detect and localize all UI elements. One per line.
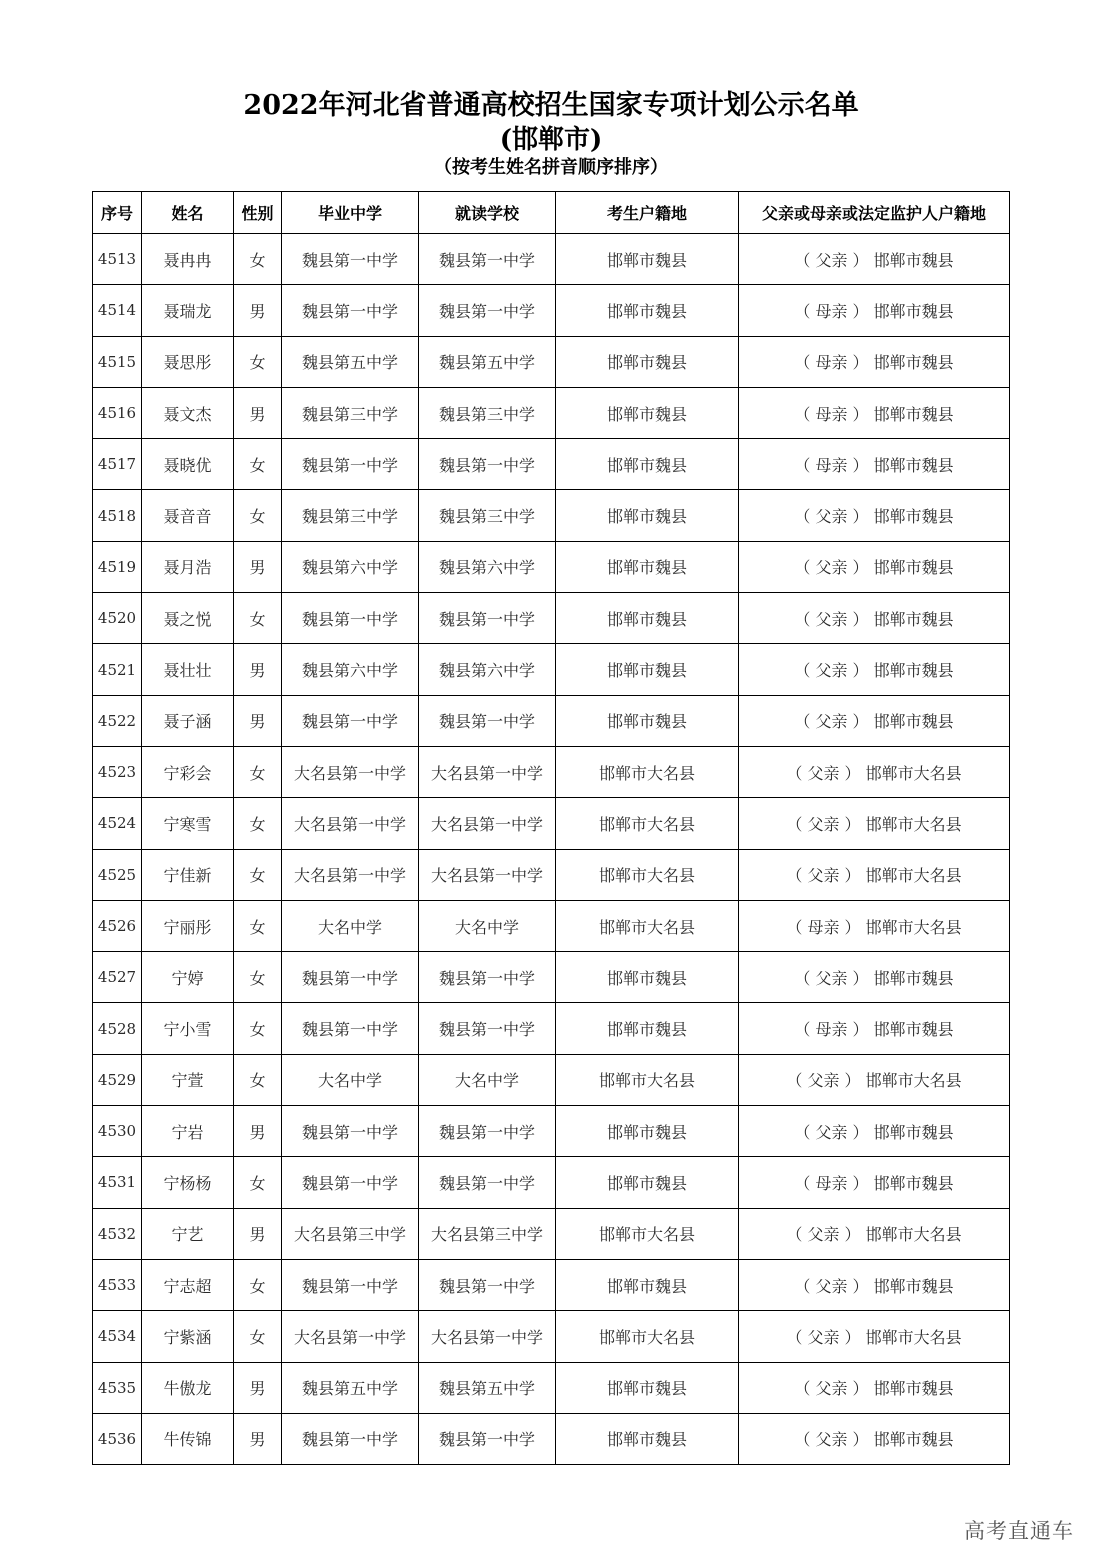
- cell-current-school: 魏县第一中学: [419, 593, 556, 644]
- cell-seq: 4520: [93, 593, 142, 644]
- cell-seq: 4521: [93, 644, 142, 695]
- cell-gender: 女: [234, 439, 282, 490]
- cell-household-registration: 邯郸市魏县: [556, 490, 739, 541]
- cell-current-school: 魏县第五中学: [419, 336, 556, 387]
- cell-guardian-registration: （ 父亲 ） 邯郸市魏县: [739, 490, 1010, 541]
- table-row: [93, 1259, 1010, 1310]
- cell-gender: 女: [234, 234, 282, 285]
- cell-seq: 4527: [93, 952, 142, 1003]
- cell-seq: 4523: [93, 746, 142, 797]
- cell-household-registration: 邯郸市魏县: [556, 1106, 739, 1157]
- cell-household-registration: 邯郸市魏县: [556, 234, 739, 285]
- header-household-registration: 考生户籍地: [556, 192, 739, 234]
- cell-current-school: 魏县第一中学: [419, 285, 556, 336]
- cell-graduated-school: 魏县第一中学: [282, 1106, 419, 1157]
- cell-guardian-registration: （ 父亲 ） 邯郸市大名县: [739, 849, 1010, 900]
- cell-gender: 男: [234, 541, 282, 592]
- cell-graduated-school: 大名县第一中学: [282, 798, 419, 849]
- cell-graduated-school: 魏县第一中学: [282, 952, 419, 1003]
- cell-guardian-registration: （ 父亲 ） 邯郸市魏县: [739, 1362, 1010, 1413]
- cell-name: 宁萱: [142, 1054, 234, 1105]
- cell-current-school: 魏县第一中学: [419, 1259, 556, 1310]
- cell-graduated-school: 魏县第一中学: [282, 439, 419, 490]
- cell-household-registration: 邯郸市魏县: [556, 593, 739, 644]
- cell-seq: 4516: [93, 387, 142, 438]
- cell-current-school: 大名县第一中学: [419, 1311, 556, 1362]
- cell-gender: 女: [234, 1003, 282, 1054]
- cell-name: 宁艺: [142, 1208, 234, 1259]
- cell-name: 宁丽彤: [142, 900, 234, 951]
- cell-household-registration: 邯郸市魏县: [556, 1259, 739, 1310]
- cell-guardian-registration: （ 母亲 ） 邯郸市魏县: [739, 285, 1010, 336]
- header-graduated-school: 毕业中学: [282, 192, 419, 234]
- cell-gender: 男: [234, 1106, 282, 1157]
- cell-seq: 4513: [93, 234, 142, 285]
- table-row: [93, 900, 1010, 951]
- cell-name: 牛傲龙: [142, 1362, 234, 1413]
- cell-current-school: 魏县第一中学: [419, 695, 556, 746]
- cell-graduated-school: 大名中学: [282, 900, 419, 951]
- page-title: 2022年河北省普通高校招生国家专项计划公示名单: [243, 90, 859, 121]
- cell-current-school: 魏县第一中学: [419, 952, 556, 1003]
- cell-guardian-registration: （ 父亲 ） 邯郸市魏县: [739, 541, 1010, 592]
- cell-household-registration: 邯郸市魏县: [556, 1413, 739, 1464]
- table-row: [93, 746, 1010, 797]
- cell-seq: 4535: [93, 1362, 142, 1413]
- cell-gender: 女: [234, 1311, 282, 1362]
- cell-household-registration: 邯郸市魏县: [556, 695, 739, 746]
- cell-current-school: 魏县第一中学: [419, 234, 556, 285]
- cell-seq: 4534: [93, 1311, 142, 1362]
- page-subtitle-city: (邯郸市): [499, 125, 603, 155]
- cell-name: 聂文杰: [142, 387, 234, 438]
- cell-seq: 4526: [93, 900, 142, 951]
- cell-graduated-school: 大名县第一中学: [282, 849, 419, 900]
- header-seq: 序号: [93, 192, 142, 234]
- cell-current-school: 大名县第一中学: [419, 849, 556, 900]
- table-row: [93, 1362, 1010, 1413]
- cell-household-registration: 邯郸市大名县: [556, 1311, 739, 1362]
- cell-household-registration: 邯郸市魏县: [556, 285, 739, 336]
- cell-seq: 4532: [93, 1208, 142, 1259]
- cell-gender: 男: [234, 644, 282, 695]
- cell-current-school: 大名中学: [419, 1054, 556, 1105]
- cell-guardian-registration: （ 母亲 ） 邯郸市魏县: [739, 1003, 1010, 1054]
- cell-graduated-school: 魏县第一中学: [282, 1413, 419, 1464]
- table-row: [93, 541, 1010, 592]
- cell-name: 聂之悦: [142, 593, 234, 644]
- cell-household-registration: 邯郸市魏县: [556, 541, 739, 592]
- cell-seq: 4517: [93, 439, 142, 490]
- cell-guardian-registration: （ 母亲 ） 邯郸市魏县: [739, 439, 1010, 490]
- cell-seq: 4525: [93, 849, 142, 900]
- cell-graduated-school: 大名县第一中学: [282, 746, 419, 797]
- table-body: [93, 234, 1010, 1465]
- cell-current-school: 魏县第一中学: [419, 1413, 556, 1464]
- cell-household-registration: 邯郸市大名县: [556, 900, 739, 951]
- cell-gender: 女: [234, 593, 282, 644]
- cell-guardian-registration: （ 父亲 ） 邯郸市大名县: [739, 1054, 1010, 1105]
- cell-gender: 女: [234, 1259, 282, 1310]
- cell-household-registration: 邯郸市魏县: [556, 1157, 739, 1208]
- cell-household-registration: 邯郸市魏县: [556, 336, 739, 387]
- cell-name: 宁杨杨: [142, 1157, 234, 1208]
- cell-current-school: 大名中学: [419, 900, 556, 951]
- cell-current-school: 魏县第一中学: [419, 439, 556, 490]
- cell-guardian-registration: （ 父亲 ） 邯郸市魏县: [739, 1413, 1010, 1464]
- cell-name: 聂冉冉: [142, 234, 234, 285]
- cell-name: 聂壮壮: [142, 644, 234, 695]
- cell-household-registration: 邯郸市魏县: [556, 644, 739, 695]
- cell-seq: 4536: [93, 1413, 142, 1464]
- cell-name: 牛传锦: [142, 1413, 234, 1464]
- cell-seq: 4519: [93, 541, 142, 592]
- table-row: [93, 234, 1010, 285]
- cell-seq: 4531: [93, 1157, 142, 1208]
- cell-guardian-registration: （ 母亲 ） 邯郸市魏县: [739, 336, 1010, 387]
- table-row: [93, 1157, 1010, 1208]
- cell-gender: 女: [234, 1054, 282, 1105]
- cell-gender: 女: [234, 849, 282, 900]
- cell-gender: 女: [234, 798, 282, 849]
- cell-graduated-school: 魏县第六中学: [282, 541, 419, 592]
- table-row: [93, 285, 1010, 336]
- cell-household-registration: 邯郸市魏县: [556, 952, 739, 1003]
- roster-table: [92, 191, 1010, 1465]
- cell-gender: 女: [234, 1157, 282, 1208]
- table-row: [93, 593, 1010, 644]
- cell-household-registration: 邯郸市大名县: [556, 1208, 739, 1259]
- cell-household-registration: 邯郸市魏县: [556, 387, 739, 438]
- table-header-row: [93, 192, 1010, 234]
- cell-current-school: 魏县第一中学: [419, 1157, 556, 1208]
- cell-current-school: 魏县第五中学: [419, 1362, 556, 1413]
- table-row: [93, 1208, 1010, 1259]
- table-row: [93, 644, 1010, 695]
- cell-guardian-registration: （ 父亲 ） 邯郸市魏县: [739, 1259, 1010, 1310]
- cell-seq: 4528: [93, 1003, 142, 1054]
- cell-gender: 男: [234, 1413, 282, 1464]
- cell-graduated-school: 大名中学: [282, 1054, 419, 1105]
- cell-seq: 4530: [93, 1106, 142, 1157]
- cell-name: 宁彩会: [142, 746, 234, 797]
- cell-seq: 4533: [93, 1259, 142, 1310]
- table-row: [93, 1003, 1010, 1054]
- cell-household-registration: 邯郸市大名县: [556, 849, 739, 900]
- cell-name: 聂瑞龙: [142, 285, 234, 336]
- sort-note: （按考生姓名拼音顺序排序）: [434, 157, 668, 178]
- table-row: [93, 849, 1010, 900]
- table-row: [93, 387, 1010, 438]
- header-gender: 性别: [234, 192, 282, 234]
- cell-guardian-registration: （ 父亲 ） 邯郸市魏县: [739, 952, 1010, 1003]
- cell-name: 宁寒雪: [142, 798, 234, 849]
- cell-gender: 男: [234, 1208, 282, 1259]
- cell-seq: 4515: [93, 336, 142, 387]
- cell-guardian-registration: （ 母亲 ） 邯郸市大名县: [739, 900, 1010, 951]
- cell-graduated-school: 魏县第五中学: [282, 336, 419, 387]
- cell-guardian-registration: （ 父亲 ） 邯郸市魏县: [739, 234, 1010, 285]
- cell-guardian-registration: （ 父亲 ） 邯郸市魏县: [739, 644, 1010, 695]
- cell-guardian-registration: （ 父亲 ） 邯郸市大名县: [739, 1208, 1010, 1259]
- cell-name: 宁岩: [142, 1106, 234, 1157]
- cell-graduated-school: 魏县第一中学: [282, 285, 419, 336]
- cell-gender: 女: [234, 336, 282, 387]
- header-name: 姓名: [142, 192, 234, 234]
- table-row: [93, 1311, 1010, 1362]
- cell-name: 聂思彤: [142, 336, 234, 387]
- cell-graduated-school: 魏县第一中学: [282, 695, 419, 746]
- cell-guardian-registration: （ 母亲 ） 邯郸市魏县: [739, 387, 1010, 438]
- cell-graduated-school: 魏县第一中学: [282, 593, 419, 644]
- cell-name: 宁婷: [142, 952, 234, 1003]
- cell-name: 聂子涵: [142, 695, 234, 746]
- table-row: [93, 439, 1010, 490]
- cell-guardian-registration: （ 父亲 ） 邯郸市魏县: [739, 593, 1010, 644]
- table-row: [93, 336, 1010, 387]
- cell-name: 聂晓优: [142, 439, 234, 490]
- cell-seq: 4518: [93, 490, 142, 541]
- table-row: [93, 798, 1010, 849]
- cell-household-registration: 邯郸市大名县: [556, 798, 739, 849]
- cell-graduated-school: 魏县第一中学: [282, 1259, 419, 1310]
- cell-graduated-school: 魏县第五中学: [282, 1362, 419, 1413]
- cell-current-school: 大名县第三中学: [419, 1208, 556, 1259]
- cell-gender: 男: [234, 387, 282, 438]
- cell-current-school: 魏县第三中学: [419, 490, 556, 541]
- cell-name: 聂月浩: [142, 541, 234, 592]
- cell-seq: 4522: [93, 695, 142, 746]
- cell-gender: 男: [234, 285, 282, 336]
- cell-gender: 女: [234, 490, 282, 541]
- cell-graduated-school: 魏县第三中学: [282, 490, 419, 541]
- cell-guardian-registration: （ 父亲 ） 邯郸市大名县: [739, 1311, 1010, 1362]
- cell-graduated-school: 魏县第六中学: [282, 644, 419, 695]
- cell-gender: 女: [234, 746, 282, 797]
- cell-seq: 4514: [93, 285, 142, 336]
- cell-current-school: 魏县第六中学: [419, 541, 556, 592]
- cell-seq: 4524: [93, 798, 142, 849]
- table-row: [93, 1106, 1010, 1157]
- cell-graduated-school: 魏县第一中学: [282, 234, 419, 285]
- cell-guardian-registration: （ 母亲 ） 邯郸市魏县: [739, 1157, 1010, 1208]
- cell-name: 宁佳新: [142, 849, 234, 900]
- cell-guardian-registration: （ 父亲 ） 邯郸市魏县: [739, 1106, 1010, 1157]
- cell-guardian-registration: （ 父亲 ） 邯郸市魏县: [739, 695, 1010, 746]
- header-current-school: 就读学校: [419, 192, 556, 234]
- cell-guardian-registration: （ 父亲 ） 邯郸市大名县: [739, 746, 1010, 797]
- cell-name: 宁小雪: [142, 1003, 234, 1054]
- cell-current-school: 魏县第一中学: [419, 1003, 556, 1054]
- table-row: [93, 1413, 1010, 1464]
- cell-current-school: 大名县第一中学: [419, 798, 556, 849]
- table-row: [93, 695, 1010, 746]
- cell-graduated-school: 魏县第一中学: [282, 1157, 419, 1208]
- cell-household-registration: 邯郸市大名县: [556, 746, 739, 797]
- table-row: [93, 490, 1010, 541]
- table-row: [93, 1054, 1010, 1105]
- cell-gender: 女: [234, 900, 282, 951]
- cell-name: 宁紫涵: [142, 1311, 234, 1362]
- cell-guardian-registration: （ 父亲 ） 邯郸市大名县: [739, 798, 1010, 849]
- cell-household-registration: 邯郸市魏县: [556, 1362, 739, 1413]
- cell-household-registration: 邯郸市魏县: [556, 1003, 739, 1054]
- cell-gender: 男: [234, 1362, 282, 1413]
- cell-graduated-school: 魏县第三中学: [282, 387, 419, 438]
- cell-graduated-school: 大名县第三中学: [282, 1208, 419, 1259]
- cell-seq: 4529: [93, 1054, 142, 1105]
- watermark: 高考直通车: [964, 1519, 1074, 1543]
- cell-gender: 男: [234, 695, 282, 746]
- cell-current-school: 魏县第一中学: [419, 1106, 556, 1157]
- cell-name: 聂音音: [142, 490, 234, 541]
- header-guardian-registration: 父亲或母亲或法定监护人户籍地: [739, 192, 1010, 234]
- cell-current-school: 大名县第一中学: [419, 746, 556, 797]
- cell-current-school: 魏县第三中学: [419, 387, 556, 438]
- cell-name: 宁志超: [142, 1259, 234, 1310]
- table-row: [93, 952, 1010, 1003]
- cell-current-school: 魏县第六中学: [419, 644, 556, 695]
- cell-household-registration: 邯郸市大名县: [556, 1054, 739, 1105]
- cell-gender: 女: [234, 952, 282, 1003]
- cell-household-registration: 邯郸市魏县: [556, 439, 739, 490]
- cell-graduated-school: 大名县第一中学: [282, 1311, 419, 1362]
- cell-graduated-school: 魏县第一中学: [282, 1003, 419, 1054]
